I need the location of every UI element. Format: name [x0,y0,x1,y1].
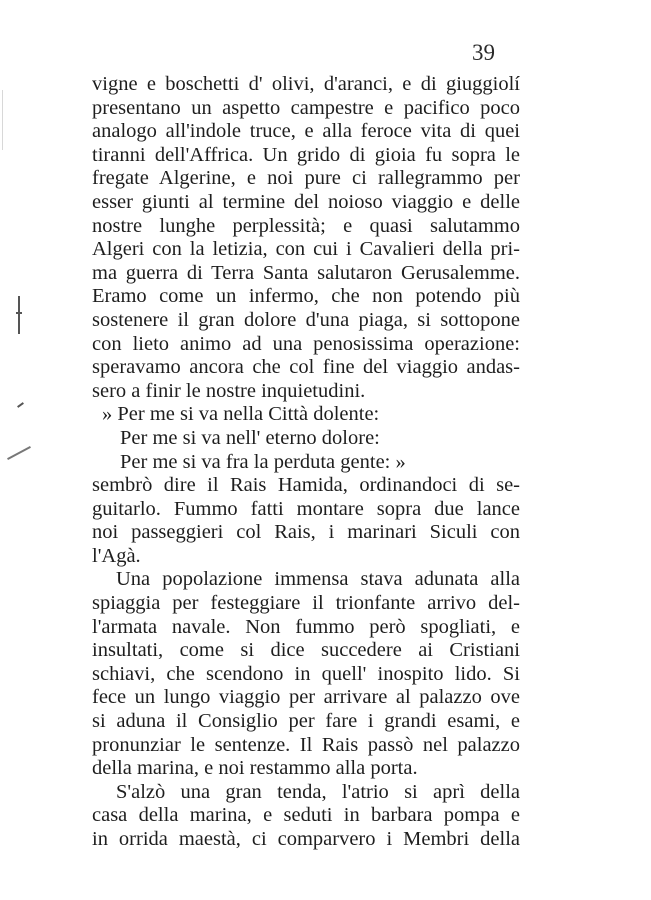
text-line: analogo all'indole truce, e alla feroce vita di quei [92,120,520,143]
margin-shadow [2,90,3,150]
text-line: spiaggia per festeggiare il trionfante arrivo del- [92,592,520,615]
text-line: pronunziar le sentenze. Il Rais passò nel palazzo [92,733,520,756]
text-line: nostre lunghe perplessità; e quasi salutammo [92,214,520,237]
margin-mark [16,312,22,314]
text-line: Algeri con la letizia, con cui i Cavalieri della pri- [92,238,520,261]
body-text [92,73,520,852]
text-line: vigne e boschetti d' olivi, d'aranci, e di giuggiolí [92,73,520,95]
text-line: S'alzò una gran tenda, l'atrio si aprì della [116,780,520,803]
text-line: esser giunti al termine del noioso viaggio e delle [92,190,520,213]
text-line: speravamo ancora che col fine del viaggio andas- [92,356,520,379]
text-line: sero a finir le nostre inquietudini. [92,379,366,402]
text-line: presentano un aspetto campestre e pacifico poco [92,96,520,119]
text-line: insultati, come si dice succedere ai Cristiani [92,639,520,662]
margin-mark [18,296,20,334]
verse-line: Per me si va nell' eterno dolore: [120,426,380,449]
page-number: 39 [472,40,495,65]
text-line: fregate Algerine, e noi pure ci rallegrammo per [92,167,520,190]
verse-line: » Per me si va nella Città dolente: [102,403,380,426]
margin-mark [7,446,31,460]
text-line: schiavi, che scendono in quell' inospito lido. Si [92,662,520,685]
verse-line: Per me si va fra la perduta gente: » [120,450,406,473]
text-line: con lieto animo ad una penosissima operazione: [92,332,520,355]
text-line: Eramo come un infermo, che non potendo più [92,285,520,308]
text-line: casa della marina, e seduti in barbara pompa e [92,804,520,827]
text-line: sembrò dire il Rais Hamida, ordinandoci di se- [92,474,520,497]
text-line: l'armata navale. Non fummo però spogliati, e [92,615,520,638]
margin-mark [17,402,24,408]
text-line: Una popolazione immensa stava adunata alla [116,568,520,591]
text-line: si aduna il Consiglio per fare i grandi esami, e [92,710,520,733]
text-line: fece un lungo viaggio per arrivare al palazzo ove [92,686,520,709]
text-line: tiranni dell'Affrica. Un grido di gioia fu sopra le [92,143,520,166]
text-line: ma guerra di Terra Santa salutaron Gerusalemme. [92,261,520,284]
text-line: l'Agà. [92,544,141,567]
text-line: guitarlo. Fummo fatti montare sopra due lance [92,497,520,520]
text-line: sostenere il gran dolore d'una piaga, si sottopone [92,308,520,331]
text-line: della marina, e noi restammo alla porta. [92,757,418,780]
text-line: noi passeggieri col Rais, i marinari Siculi con [92,521,520,544]
text-line: in orrida maestà, ci comparvero i Membri della [92,828,520,850]
